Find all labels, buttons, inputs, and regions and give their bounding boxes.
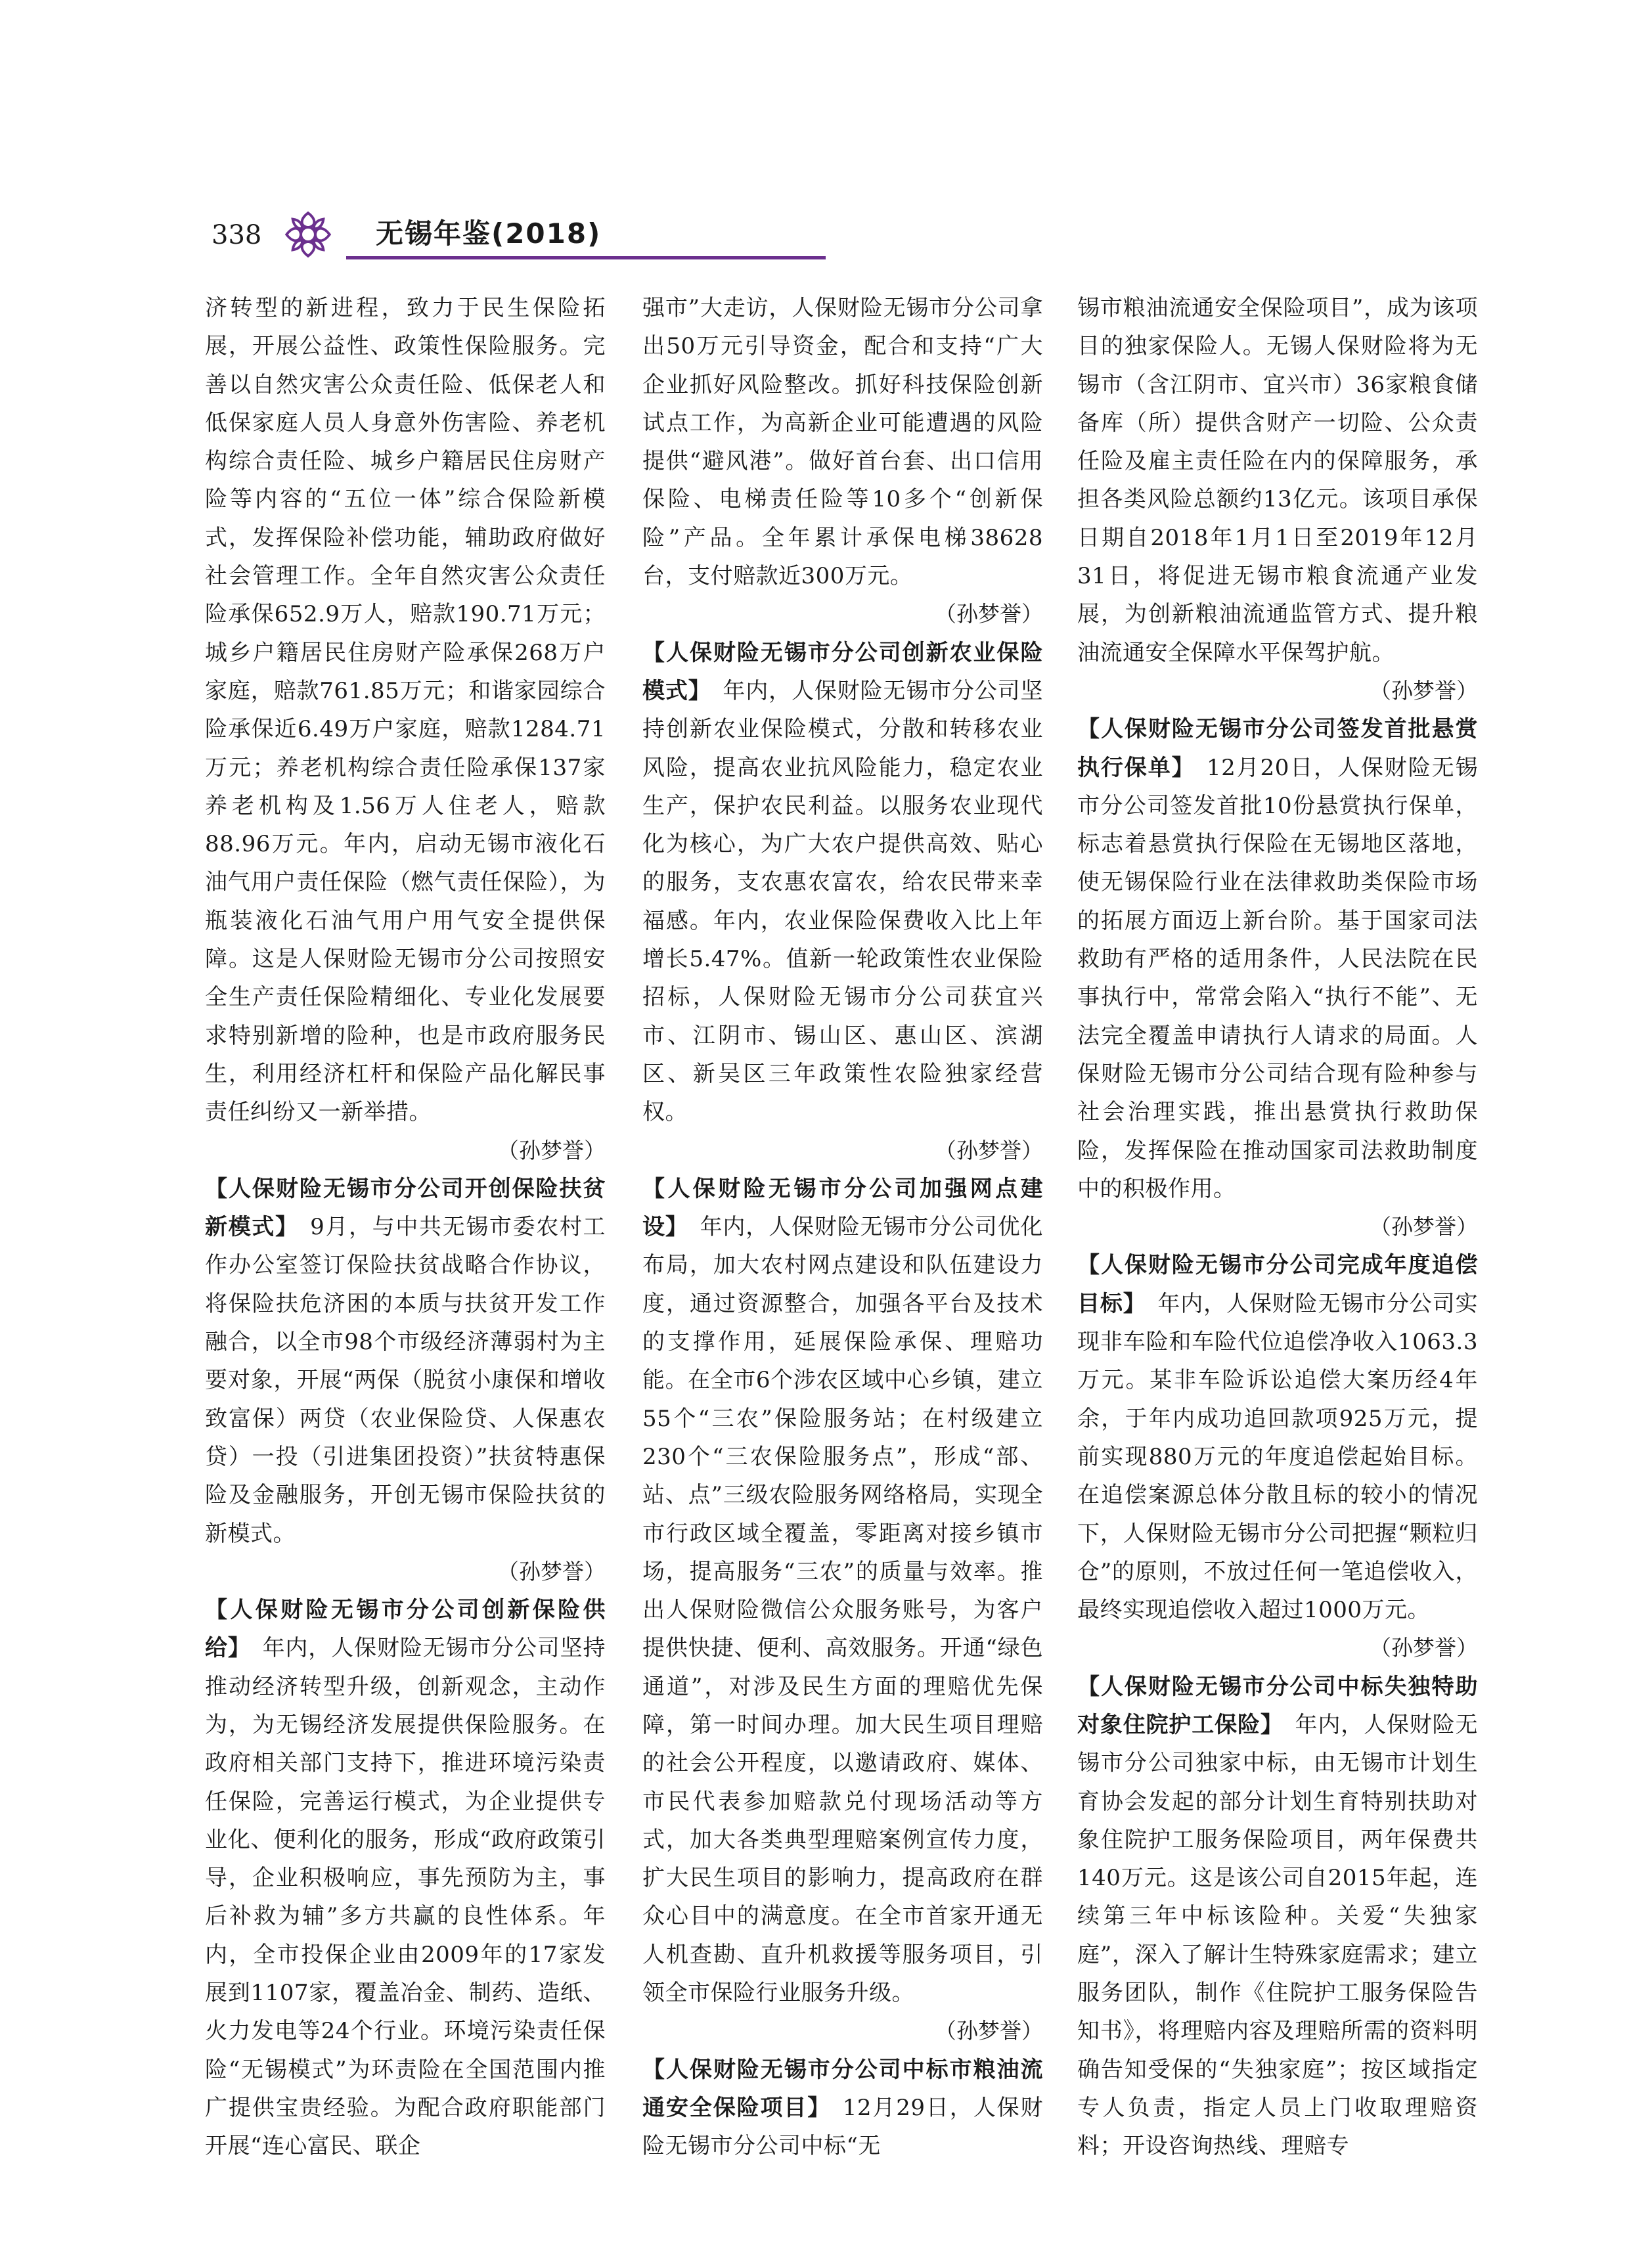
article-author: （孙梦誉） [1370,1214,1478,1240]
article-body: 年内，人保财险无锡市分公司坚持创新农业保险模式，分散和转移农业风险，提高农业抗风险能力，稳定农业生产，保护农民利益。以服务农业现代化为核心，为广大农户提供高效、贴心的服务，支农惠农富农，给农民带来幸福感。年内，农业保险保费收入比上年增长5.47%。值新一轮政策性农业保险招标，人保财险无锡市分公司获宜兴市、江阴市、锡山区、惠山区、滨湖区、新吴区三年政策性农险独家经营权。 [642,677,1044,1126]
article-title: 【人保财险无锡市分公司中标市粮油流通安全保险项目】 [642,2056,1043,2121]
article-author: （孙梦誉） [935,601,1043,627]
article-body: 年内，人保财险无锡市分公司实现非车险和车险代位追偿净收入1063.3万元。某非车险诉讼追偿大案历经4年余，于年内成功追回款项925万元，提前实现880万元的年度追偿起始目标。在追偿案源总体分散且标的较小的情况下，人保财险无锡市分公司把握“颗粒归仓”的原则，不放过任何一笔追偿收入，最终实现追偿收入超过1000万元。 [1077,1290,1479,1624]
article-title: 【人保财险无锡市分公司创新农业保险模式】 [642,639,1043,704]
article-title: 【人保财险无锡市分公司创新保险供给】 [205,1597,606,1662]
page-number: 338 [212,220,262,250]
article-paragraph [1077,1246,1478,1629]
article-title: 【人保财险无锡市分公司开创保险扶贫新模式】 [205,1175,606,1241]
article-paragraph [205,1170,606,1553]
article-paragraph [642,289,1043,595]
article-body: 锡市粮油流通安全保险项目”，成为该项目的独家保险人。无锡人保财险将为无锡市（含江阴市、宜兴市）36家粮食储备库（所）提供含财产一切险、公众责任险及雇主责任险在内的保障服务，承担各类风险总额约13亿元。该项目承保日期自2018年1月1日至2019年12月31日，将促进无锡市粮食流通产业发展，为创新粮油流通监管方式、提升粮油流通安全保障水平保驾护航。 [1077,295,1478,666]
text-column-2 [642,289,1044,2160]
text-column-3 [1077,289,1479,2160]
article-body: 强市”大走访，人保财险无锡市分公司拿出50万元引导资金，配合和支持“广大企业抓好风险整改。抓好科技保险创新试点工作，为高新企业可能遭遇的风险提供“避风港”。做好首台套、出口信用保险、电梯责任险等10多个“创新保险”产品。全年累计承保电梯38628台，支付赔款近300万元。 [642,295,1043,590]
article-body: 年内，人保财险无锡市分公司独家中标，由无锡市计划生育协会发起的部分计划生育特别扶助对象住院护工服务保险项目，两年保费共140万元。这是该公司自2015年起，连续第三年中标该险种。关爱“失独家庭”，深入了解计生特殊家庭需求；建立服务团队，制作《住院护工服务保险告知书》，将理赔内容及理赔所需的资料明确告知受保的“失独家庭”；按区域指定专人负责，指定人员上门收取理赔资料；开设咨询热线、理赔专 [1077,1711,1479,2160]
article-paragraph [1077,289,1478,672]
article-paragraph [642,634,1043,1132]
article-author: （孙梦誉） [935,2018,1043,2044]
article-body: 济转型的新进程，致力于民生保险拓展，开展公益性、政策性保险服务。完善以自然灾害公众责任险、低保老人和低保家庭人员人身意外伤害险、养老机构综合责任险、城乡户籍居民住房财产险等内容的“五位一体”综合保险新模式，发挥保险补偿功能，辅助政府做好社会管理工作。全年自然灾害公众责任险承保652.9万人，赔款190.71万元；城乡户籍居民住房财产险承保268万户家庭，赔款761.85万元；和谐家园综合险承保近6.49万户家庭，赔款1284.71万元；养老机构综合责任险承保137家养老机构及1.56万人住老人，赔款88.96万元。年内，启动无锡市液化石油气用户责任保险（燃气责任保险），为瓶装液化石油气用户用气安全提供保障。这是人保财险无锡市分公司按照安全生产责任保险精细化、专业化发展要求特别新增的险种，也是市政府服务民生，利用经济杠杆和保险产品化解民事责任纠纷又一新举措。 [205,295,606,1126]
article-author: （孙梦誉） [497,1137,606,1163]
article-body: 12月29日，人保财险无锡市分公司中标“无 [642,2094,1043,2160]
article-author: （孙梦誉） [497,1558,606,1584]
article-paragraph [205,289,606,1132]
article-body: 年内，人保财险无锡市分公司坚持推动经济转型升级，创新观念，主动作为，为无锡经济发展提供保险服务。在政府相关部门支持下，推进环境污染责任保险，完善运行模式，为企业提供专业化、便利化的服务，形成“政府政策引导，企业积极响应，事先预防为主，事后补救为辅”多方共赢的良性体系。年内，全市投保企业由2009年的17家发展到1107家，覆盖冶金、制药、造纸、火力发电等24个行业。环境污染责任保险“无锡模式”为环责险在全国范围内推广提供宝贵经验。为配合政府职能部门开展“连心富民、联企 [205,1635,606,2160]
text-column-1 [205,289,606,2160]
article-title: 【人保财险无锡市分公司完成年度追偿目标】 [1077,1252,1478,1317]
article-body: 年内，人保财险无锡市分公司优化布局，加大农村网点建设和队伍建设力度，通过资源整合，加强各平台及技术的支撑作用，延展保险承保、理赔功能。在全市6个涉农区域中心乡镇，建立55个“三农”保险服务站；在村级建立230个“三农保险服务点”，形成“部、站、点”三级农险服务网络格局，实现全市行政区域全覆盖，零距离对接乡镇市场，提高服务“三农”的质量与效率。推出人保财险微信公众服务账号，为客户提供快捷、便利、高效服务。开通“绿色通道”，对涉及民生方面的理赔优先保障，第一时间办理。加大民生项目理赔的社会公开程度，以邀请政府、媒体、市民代表参加赔款兑付现场活动等方式，加大各类典型理赔案例宣传力度，扩大民生项目的影响力，提高政府在群众心目中的满意度。在全市首家开通无人机查勘、直升机救援等服务项目，引领全市保险行业服务升级。 [642,1214,1044,2007]
article-author: （孙梦誉） [1370,1635,1478,1661]
header-rule [346,256,826,259]
article-body: 12月20日，人保财险无锡市分公司签发首批10份悬赏执行保单，标志着悬赏执行保险在无锡地区落地，使无锡保险行业在法律救助类保险市场的拓展方面迈上新台阶。基于国家司法救助有严格的适用条件，人民法院在民事执行中，常常会陷入“执行不能”、无法完全覆盖申请执行人请求的局面。人保财险无锡市分公司结合现有险种参与社会治理实践，推出悬赏执行救助保险，发挥保险在推动国家司法救助制度中的积极作用。 [1077,754,1479,1202]
article-paragraph [642,1170,1043,2013]
yearbook-emblem-icon [282,209,334,260]
article-paragraph [642,2051,1043,2166]
book-title: 无锡年鉴(2018) [376,217,602,250]
article-author: （孙梦誉） [1370,677,1478,704]
article-paragraph [1077,1668,1478,2166]
article-author: （孙梦誉） [935,1137,1043,1163]
article-title: 【人保财险无锡市分公司加强网点建设】 [642,1175,1043,1241]
article-paragraph [1077,710,1478,1208]
page-header [212,209,625,269]
article-title: 【人保财险无锡市分公司中标失独特助对象住院护工保险】 [1077,1673,1478,1738]
article-title: 【人保财险无锡市分公司签发首批悬赏执行保单】 [1077,716,1478,781]
article-paragraph [205,1591,606,2165]
article-body: 9月，与中共无锡市委农村工作办公室签订保险扶贫战略合作协议，将保险扶危济困的本质与扶贫开发工作融合，以全市98个市级经济薄弱村为主要对象，开展“两保（脱贫小康保和增收致富保）两贷（农业保险贷、人保惠农贷）一投（引进集团投资）”扶贫特惠保险及金融服务，开创无锡市保险扶贫的新模式。 [205,1214,606,1547]
